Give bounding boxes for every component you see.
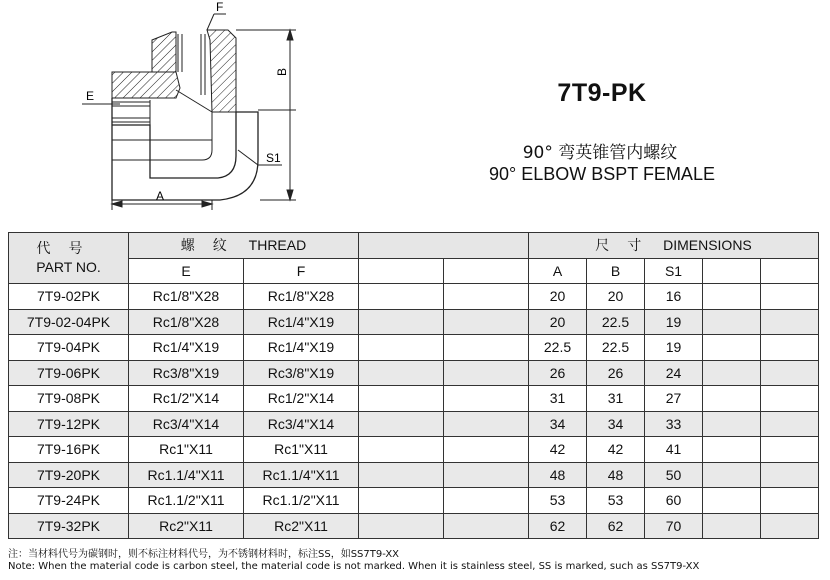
thread-e-cell: Rc1/2"X14 xyxy=(129,386,244,412)
blank-cell xyxy=(703,437,761,463)
dim-b-cell: 31 xyxy=(587,386,645,412)
blank-cell xyxy=(761,513,819,539)
dim-b-cell: 22.5 xyxy=(587,309,645,335)
dim-s1-cell: 41 xyxy=(645,437,703,463)
empty-header xyxy=(359,233,529,259)
thread-header: 螺纹 THREAD xyxy=(129,233,359,259)
blank-cell xyxy=(444,335,529,361)
thread-f-cell: Rc1/4"X19 xyxy=(244,309,359,335)
blank-cell xyxy=(359,309,444,335)
thread-f-cell: Rc3/8"X19 xyxy=(244,360,359,386)
col-f: F xyxy=(244,258,359,284)
label-a: A xyxy=(156,189,165,203)
table-row xyxy=(9,462,819,488)
blank-cell xyxy=(359,335,444,361)
table-row xyxy=(9,411,819,437)
blank-cell xyxy=(703,284,761,310)
note-cn: 注：当材料代号为碳钢时，则不标注材料代号，为不锈钢材料时，标注SS，如SS7T9-XX xyxy=(8,549,400,560)
part-no-cell: 7T9-16PK xyxy=(9,437,129,463)
dim-a-cell: 22.5 xyxy=(529,335,587,361)
vertical-port-wall-right xyxy=(207,30,236,112)
dim-a-cell: 20 xyxy=(529,309,587,335)
thread-f-cell: Rc1/8"X28 xyxy=(244,284,359,310)
blank-cell xyxy=(359,386,444,412)
blank-cell xyxy=(444,386,529,412)
thread-f-cell: Rc1/4"X19 xyxy=(244,335,359,361)
blank-cell xyxy=(359,513,444,539)
dim-s1-cell: 50 xyxy=(645,462,703,488)
dimensions-header: 尺寸 DIMENSIONS xyxy=(529,233,819,259)
blank-cell xyxy=(444,488,529,514)
blank-cell xyxy=(761,360,819,386)
product-name-en: 90° ELBOW BSPT FEMALE xyxy=(489,164,715,184)
table-row xyxy=(9,309,819,335)
table-row xyxy=(9,488,819,514)
dim-b-cell: 62 xyxy=(587,513,645,539)
part-no-cell: 7T9-02-04PK xyxy=(9,309,129,335)
dim-s1-cell: 19 xyxy=(645,309,703,335)
label-s1: S1 xyxy=(266,151,281,165)
table-row xyxy=(9,437,819,463)
blank-cell xyxy=(359,462,444,488)
thread-f-cell: Rc1.1/4"X11 xyxy=(244,462,359,488)
thread-f-cell: Rc1"X11 xyxy=(244,437,359,463)
thread-f-cell: Rc2"X11 xyxy=(244,513,359,539)
thread-e-cell: Rc3/8"X19 xyxy=(129,360,244,386)
dim-a-cell: 62 xyxy=(529,513,587,539)
thread-e-cell: Rc1.1/4"X11 xyxy=(129,462,244,488)
note-en: Note: When the material code is carbon steel, the material code is not marked. When it is stainless steel, SS is marked, such as SS7T9-XX xyxy=(8,561,700,572)
product-code: 7T9-PK xyxy=(557,79,647,107)
dim-b-cell: 42 xyxy=(587,437,645,463)
part-no-cell: 7T9-20PK xyxy=(9,462,129,488)
thread-f-cell: Rc3/4"X14 xyxy=(244,411,359,437)
part-no-cell: 7T9-24PK xyxy=(9,488,129,514)
dim-a-cell: 53 xyxy=(529,488,587,514)
blank-cell xyxy=(444,462,529,488)
dim-b-cell: 26 xyxy=(587,360,645,386)
blank-cell xyxy=(761,386,819,412)
blank-cell xyxy=(444,309,529,335)
blank-cell xyxy=(703,462,761,488)
part-no-cell: 7T9-04PK xyxy=(9,335,129,361)
col-b: B xyxy=(587,258,645,284)
thread-e-cell: Rc1.1/2"X11 xyxy=(129,488,244,514)
elbow-curve-inner xyxy=(176,112,212,160)
horizontal-port-wall-top xyxy=(112,72,180,98)
dim-a-cell: 48 xyxy=(529,462,587,488)
dim-s1-cell: 70 xyxy=(645,513,703,539)
thread-e-cell: Rc3/4"X14 xyxy=(129,411,244,437)
blank-cell xyxy=(444,437,529,463)
part-no-cell: 7T9-02PK xyxy=(9,284,129,310)
blank-cell xyxy=(359,360,444,386)
thread-e-cell: Rc1/8"X28 xyxy=(129,284,244,310)
dim-b-cell: 34 xyxy=(587,411,645,437)
blank-cell xyxy=(444,284,529,310)
label-e: E xyxy=(86,89,95,103)
blank-cell xyxy=(444,513,529,539)
thread-e-cell: Rc1/4"X19 xyxy=(129,335,244,361)
blank-cell xyxy=(761,284,819,310)
dim-b-cell: 48 xyxy=(587,462,645,488)
table-row xyxy=(9,335,819,361)
label-b: B xyxy=(275,67,289,76)
blank-cell xyxy=(703,335,761,361)
part-no-header: 代号 PART NO. xyxy=(9,233,129,284)
dim-a-cell: 20 xyxy=(529,284,587,310)
part-no-cell: 7T9-06PK xyxy=(9,360,129,386)
blank-cell xyxy=(761,309,819,335)
blank-cell xyxy=(444,411,529,437)
blank-cell xyxy=(703,411,761,437)
table-row xyxy=(9,284,819,310)
thread-e-cell: Rc2"X11 xyxy=(129,513,244,539)
table-row xyxy=(9,360,819,386)
col-e: E xyxy=(129,258,244,284)
part-no-cell: 7T9-12PK xyxy=(9,411,129,437)
dim-a-cell: 31 xyxy=(529,386,587,412)
thread-f-cell: Rc1/2"X14 xyxy=(244,386,359,412)
dim-b-cell: 22.5 xyxy=(587,335,645,361)
dim-s1-cell: 19 xyxy=(645,335,703,361)
col-s1: S1 xyxy=(645,258,703,284)
col-a: A xyxy=(529,258,587,284)
blank-cell xyxy=(761,462,819,488)
elbow-drawing xyxy=(0,0,460,230)
blank-cell xyxy=(703,488,761,514)
product-name-cn: 90° 弯英锥管内螺纹 xyxy=(522,143,678,163)
blank-cell xyxy=(703,513,761,539)
dim-a-cell: 26 xyxy=(529,360,587,386)
vertical-port-wall-left xyxy=(152,32,176,72)
part-no-cell: 7T9-32PK xyxy=(9,513,129,539)
elbow-body xyxy=(112,98,258,200)
dim-s1-cell: 33 xyxy=(645,411,703,437)
thread-e-cell: Rc1"X11 xyxy=(129,437,244,463)
dim-a-cell: 42 xyxy=(529,437,587,463)
dim-s1-cell: 27 xyxy=(645,386,703,412)
blank-cell xyxy=(761,411,819,437)
blank-cell xyxy=(703,386,761,412)
dim-s1-cell: 16 xyxy=(645,284,703,310)
blank-cell xyxy=(359,488,444,514)
table-row xyxy=(9,386,819,412)
dim-a-cell: 34 xyxy=(529,411,587,437)
part-no-cell: 7T9-08PK xyxy=(9,386,129,412)
blank-cell xyxy=(359,437,444,463)
blank-cell xyxy=(359,411,444,437)
blank-cell xyxy=(703,360,761,386)
blank-cell xyxy=(761,335,819,361)
blank-cell xyxy=(359,284,444,310)
table-row xyxy=(9,513,819,539)
dim-b-cell: 20 xyxy=(587,284,645,310)
dim-s1-cell: 24 xyxy=(645,360,703,386)
thread-f-cell: Rc1.1/2"X11 xyxy=(244,488,359,514)
blank-cell xyxy=(703,309,761,335)
blank-cell xyxy=(444,360,529,386)
dim-s1-cell: 60 xyxy=(645,488,703,514)
spec-table xyxy=(8,232,819,539)
label-f: F xyxy=(216,0,224,14)
blank-cell xyxy=(761,488,819,514)
blank-cell xyxy=(761,437,819,463)
thread-e-cell: Rc1/8"X28 xyxy=(129,309,244,335)
dim-b-cell: 53 xyxy=(587,488,645,514)
